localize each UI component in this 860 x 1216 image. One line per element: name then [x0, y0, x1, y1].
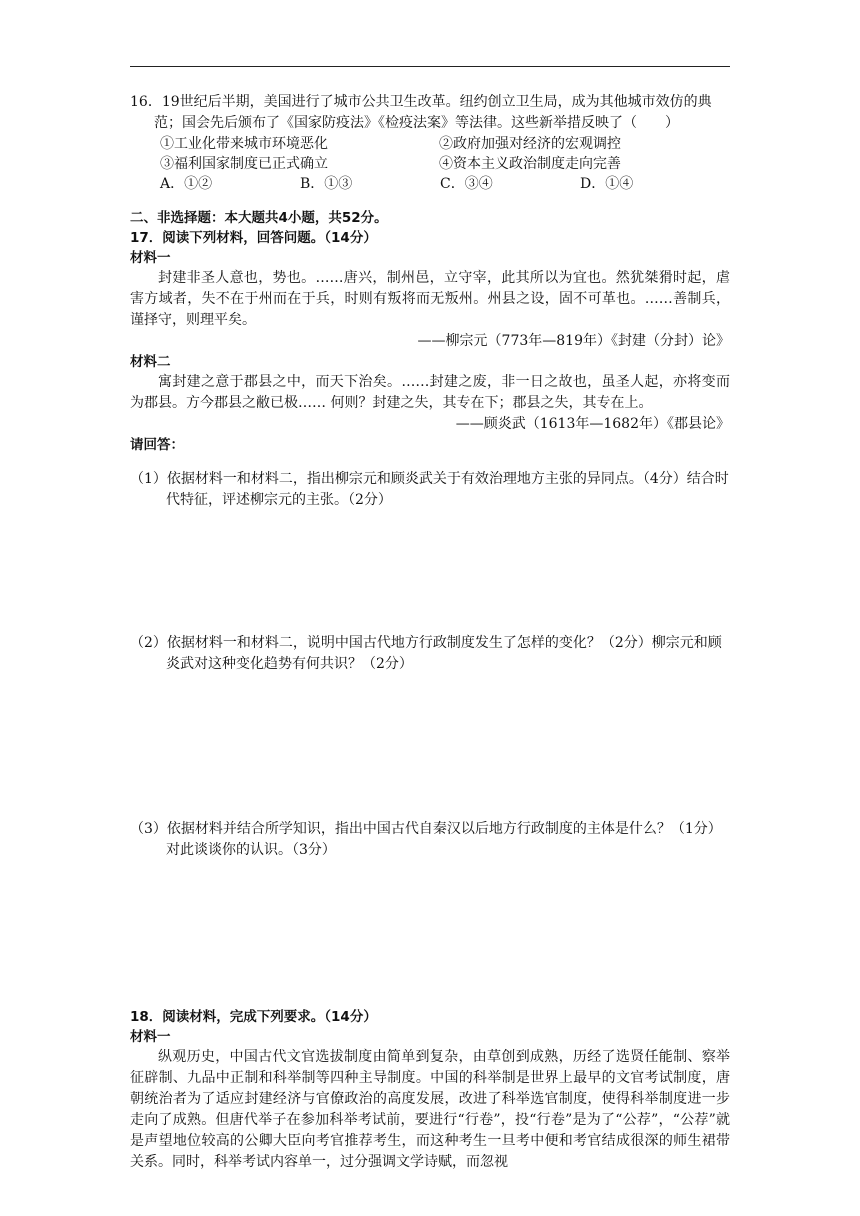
choice-c: C．③④	[440, 176, 493, 192]
question-17-title: 17．阅读下列材料，回答问题。（14分）	[130, 230, 377, 246]
question-18-title: 18．阅读材料，完成下列要求。（14分）	[130, 1009, 377, 1025]
question-16-choices	[130, 174, 730, 194]
choice-a: A．①②	[160, 176, 213, 192]
material-2-source: ——顾炎武（1613年—1682年）《郡县论》	[455, 416, 730, 432]
question-16-statements	[130, 134, 730, 174]
q18-material-1-text: 纵观历史，中国古代文官选拔制度由简单到复杂，由草创到成熟，历经了选贤任能制、察举征辟制、九品中正制和科举制等四种主导制度。中国的科举制是世界上最早的文官考试制度，唐朝统治者为了适应封建经济与官僚政治的高度发展，改进了科举选官制度，使得科举制度进一步走向了成熟。但唐代举子在参加科举考试前，要进行“行卷”，投“行卷”是为了“公荐”，“公荐”就是声望地位较高的公卿大臣向考官推荐考生，而这种考生一旦考中便和考官结成很深的师生裙带关系。同时，科举考试内容单一，过分强调文学诗赋，而忽视	[130, 1049, 730, 1170]
material-1-label: 材料一	[130, 250, 171, 266]
answer-prompt: 请回答：	[130, 437, 184, 453]
question-16-stem: 16．19世纪后半期，美国进行了城市公共卫生改革。纽约创立卫生局，成为其他城市效仿的典范；国会先后颁布了《国家防疫法》《检疫法案》等法律。这些新举措反映了（ ）	[130, 94, 712, 131]
q18-material-1-label: 材料一	[130, 1029, 171, 1045]
exam-page	[130, 92, 730, 1173]
sub-question-2: （2）依据材料一和材料二，说明中国古代地方行政制度发生了怎样的变化？（2分）柳宗元和顾炎武对这种变化趋势有何共识？（2分）	[130, 635, 722, 672]
statement-3: ③福利国家制度已正式确立	[160, 156, 328, 172]
question-16	[130, 92, 730, 194]
choice-d: D．①④	[580, 176, 634, 192]
material-1-source: ——柳宗元（773年—819年）《封建（分封）论》	[417, 333, 730, 349]
sub-question-3: （3）依据材料并结合所学知识，指出中国古代自秦汉以后地方行政制度的主体是什么？（1分）对此谈谈你的认识。（3分）	[130, 821, 722, 858]
choice-b: B．①③	[300, 176, 353, 192]
question-18	[130, 1007, 730, 1173]
sub-question-1: （1）依据材料一和材料二，指出柳宗元和顾炎武关于有效治理地方主张的异同点。（4分）结合时代特征，评述柳宗元的主张。（2分）	[130, 471, 729, 508]
header-rule	[130, 66, 730, 67]
material-2-label: 材料二	[130, 354, 171, 370]
question-17	[130, 228, 730, 861]
statement-1: ①工业化带来城市环境恶化	[160, 136, 328, 152]
material-1-text: 封建非圣人意也，势也。……唐兴，制州邑，立守宰，此其所以为宜也。然犹桀猾时起，虐害方域者，失不在于州而在于兵，时则有叛将而无叛州。州县之设，固不可革也。……善制兵，谨择守，则理平矣。	[130, 270, 730, 328]
statement-2: ②政府加强对经济的宏观调控	[439, 136, 621, 152]
material-2-text: 寓封建之意于郡县之中，而天下治矣。……封建之废，非一日之故也，虽圣人起，亦将变而为郡县。方今郡县之敝已极…… 何则？封建之失，其专在下；郡县之失，其专在上。	[130, 374, 730, 411]
statement-4: ④资本主义政治制度走向完善	[439, 156, 621, 172]
section-heading: 二、非选择题：本大题共4小题，共52分。	[130, 210, 388, 226]
